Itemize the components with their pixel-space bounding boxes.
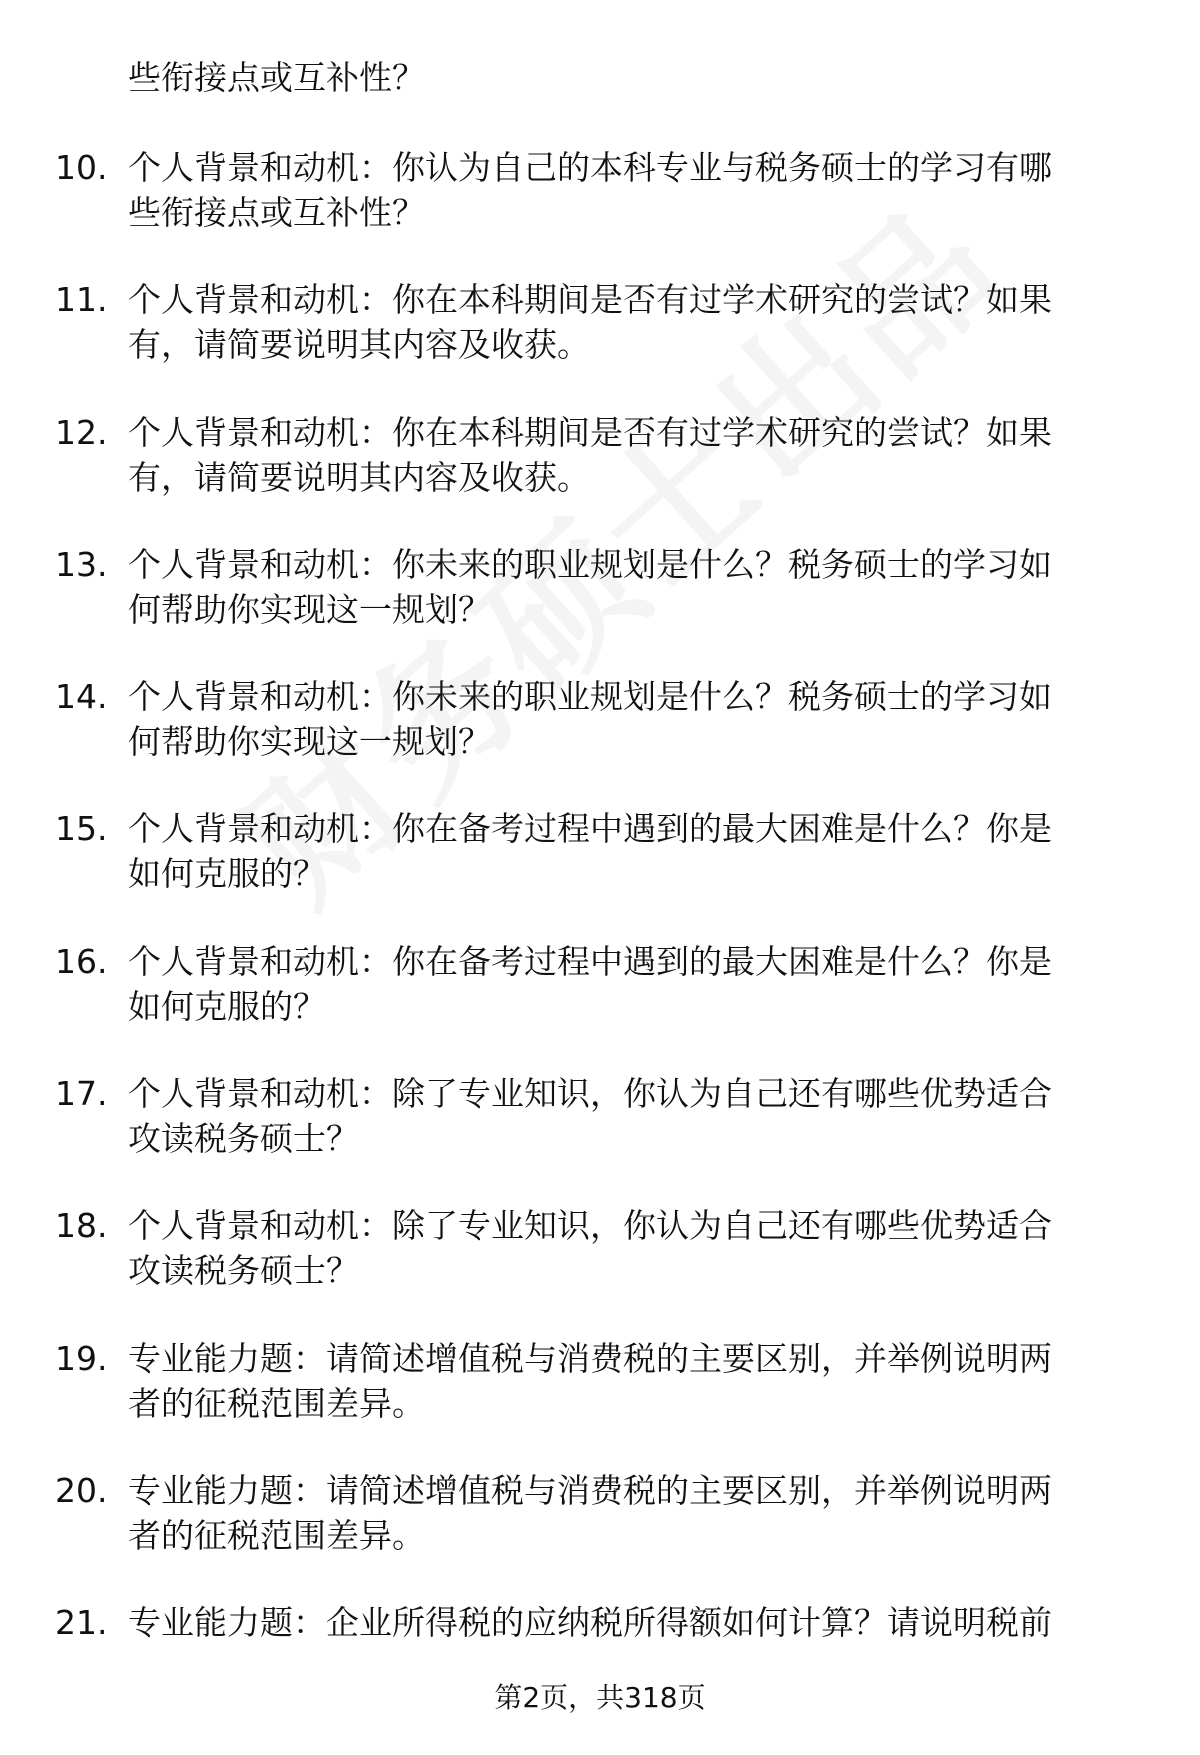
list-item — [0, 1054, 1200, 1186]
question-text-line: 个人背景和动机：你在本科期间是否有过学术研究的尝试？如果 — [128, 412, 1052, 452]
question-text-line: 者的征税范围差异。 — [128, 1515, 425, 1555]
question-number: 19. — [55, 1338, 108, 1378]
question-text-line: 如何克服的？ — [128, 854, 326, 894]
question-text-line: 个人背景和动机：你在备考过程中遇到的最大困难是什么？你是 — [128, 941, 1052, 981]
question-text-line: 专业能力题：请简述增值税与消费税的主要区别，并举例说明两 — [128, 1338, 1052, 1378]
question-text-line: 有，请简要说明其内容及收获。 — [128, 457, 590, 497]
list-item — [0, 789, 1200, 921]
question-number: 10. — [55, 148, 108, 187]
question-text-line: 个人背景和动机：你认为自己的本科专业与税务硕士的学习有哪 — [128, 148, 1052, 187]
list-item — [0, 657, 1200, 789]
question-number: 16. — [55, 941, 108, 981]
question-text-line: 如何克服的？ — [128, 986, 326, 1026]
question-text-line: 攻读税务硕士？ — [128, 1119, 359, 1159]
question-number: 15. — [55, 809, 108, 849]
question-text-line: 个人背景和动机：你在备考过程中遇到的最大困难是什么？你是 — [128, 809, 1052, 849]
question-text-line: 个人背景和动机：你未来的职业规划是什么？税务硕士的学习如 — [128, 544, 1052, 584]
question-text-line: 个人背景和动机：除了专业知识，你认为自己还有哪些优势适合 — [128, 1206, 1052, 1246]
question-text-line: 何帮助你实现这一规划？ — [128, 722, 491, 762]
question-text-line: 何帮助你实现这一规划？ — [128, 589, 491, 629]
continuation-text: 些衔接点或互补性？ — [128, 58, 425, 97]
question-text-line: 专业能力题：请简述增值税与消费税的主要区别，并举例说明两 — [128, 1470, 1052, 1510]
question-number: 18. — [55, 1206, 108, 1246]
list-item — [0, 1186, 1200, 1318]
question-text-line: 攻读税务硕士？ — [128, 1251, 359, 1291]
question-number: 13. — [55, 544, 108, 584]
question-text-line: 专业能力题：企业所得税的应纳税所得额如何计算？请说明税前 — [128, 1603, 1052, 1643]
question-text-line: 些衔接点或互补性？ — [128, 193, 425, 232]
question-number: 21. — [55, 1603, 108, 1643]
list-item — [0, 393, 1200, 525]
question-number: 12. — [55, 412, 108, 452]
list-item — [0, 525, 1200, 657]
question-text-line: 有，请简要说明其内容及收获。 — [128, 325, 590, 365]
question-number: 14. — [55, 677, 108, 717]
question-text-line: 者的征税范围差异。 — [128, 1383, 425, 1423]
list-item — [0, 1451, 1200, 1583]
list-item — [0, 922, 1200, 1054]
page-footer: 第2页，共318页 — [494, 1681, 706, 1714]
question-number: 20. — [55, 1470, 108, 1510]
list-item — [0, 260, 1200, 392]
question-text-line: 个人背景和动机：你未来的职业规划是什么？税务硕士的学习如 — [128, 677, 1052, 717]
question-number: 11. — [55, 280, 108, 320]
question-text-line: 个人背景和动机：除了专业知识，你认为自己还有哪些优势适合 — [128, 1074, 1052, 1114]
question-text-line: 个人背景和动机：你在本科期间是否有过学术研究的尝试？如果 — [128, 280, 1052, 320]
list-item — [0, 1319, 1200, 1451]
list-item — [0, 128, 1200, 260]
question-number: 17. — [55, 1074, 108, 1114]
question-list — [0, 128, 1200, 1716]
